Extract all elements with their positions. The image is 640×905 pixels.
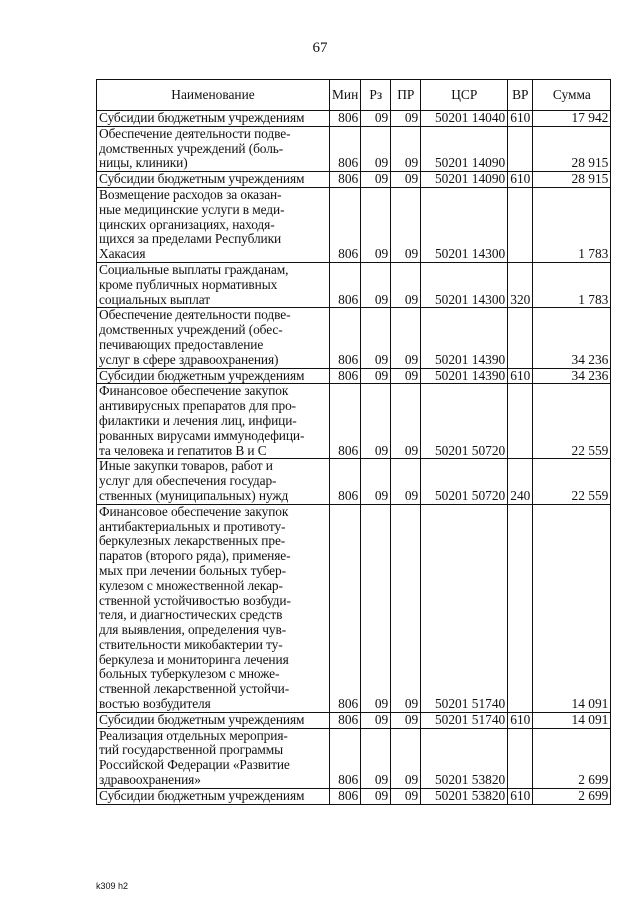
table-row (97, 728, 611, 788)
header-vr: ВР (508, 80, 533, 111)
row-min-cell: 806 (330, 788, 361, 804)
row-csr-cell: 50201 14090 (421, 126, 508, 171)
header-name: Наименование (97, 80, 330, 111)
table-body (97, 111, 611, 805)
row-min-cell: 806 (330, 368, 361, 384)
row-rz-cell: 09 (361, 712, 391, 728)
row-pr-cell: 09 (391, 504, 421, 712)
row-min-cell: 806 (330, 126, 361, 171)
table-row (97, 262, 611, 307)
budget-table (96, 79, 611, 805)
row-name-cell: Обеспечение деятельности подве- домственных учреждений (обес- печивающих предоставление услуг в сфере здравоохранения) (97, 308, 330, 368)
row-name-cell: Финансовое обеспечение закупок антибактериальных и противоту- беркулезных лекарственных пре- паратов (второго ряда), применяе- мых при лечении больных тубер- кулезом с множественной лекар- ственной устойчивостью возбуди- теля, и диагностических средств для выявления, определения чув- ствительности микобактерии ту- беркулеза и мониторинга лечения больных туберкулезом с множе- ственной лекарственной устойчи- востью возбудителя (97, 504, 330, 712)
row-name-cell: Субсидии бюджетным учреждениям (97, 172, 330, 188)
row-min-cell: 806 (330, 459, 361, 504)
row-csr-cell: 50201 51740 (421, 504, 508, 712)
row-csr-cell: 50201 50720 (421, 384, 508, 459)
row-sum-cell: 2 699 (533, 728, 611, 788)
row-sum-cell: 22 559 (533, 459, 611, 504)
row-name-cell: Возмещение расходов за оказан- ные медицинские услуги в меди- цинских организациях, находя- щихся за пределами Республики Хакасия (97, 187, 330, 262)
table-row (97, 384, 611, 459)
row-csr-cell: 50201 14090 (421, 172, 508, 188)
row-name-cell: Иные закупки товаров, работ и услуг для обеспечения государ- ственных (муниципальных) нужд (97, 459, 330, 504)
row-csr-cell: 50201 53820 (421, 728, 508, 788)
row-rz-cell: 09 (361, 126, 391, 171)
row-pr-cell: 09 (391, 712, 421, 728)
row-rz-cell: 09 (361, 172, 391, 188)
row-name-cell: Субсидии бюджетным учреждениям (97, 712, 330, 728)
row-rz-cell: 09 (361, 308, 391, 368)
row-vr-cell: 610 (508, 712, 533, 728)
row-sum-cell: 17 942 (533, 111, 611, 127)
table-row (97, 308, 611, 368)
footer-code: k309 h2 (96, 881, 129, 891)
row-pr-cell: 09 (391, 187, 421, 262)
row-sum-cell: 22 559 (533, 384, 611, 459)
row-sum-cell: 34 236 (533, 308, 611, 368)
table-row (97, 111, 611, 127)
header-csr: ЦСР (421, 80, 508, 111)
row-min-cell: 806 (330, 728, 361, 788)
row-vr-cell: 610 (508, 111, 533, 127)
row-csr-cell: 50201 14390 (421, 368, 508, 384)
row-csr-cell: 50201 51740 (421, 712, 508, 728)
table-row (97, 459, 611, 504)
row-rz-cell: 09 (361, 504, 391, 712)
table-row (97, 788, 611, 804)
row-name-cell: Обеспечение деятельности подве- домственных учреждений (боль- ницы, клиники) (97, 126, 330, 171)
row-sum-cell: 2 699 (533, 788, 611, 804)
row-csr-cell: 50201 14390 (421, 308, 508, 368)
row-rz-cell: 09 (361, 384, 391, 459)
row-sum-cell: 34 236 (533, 368, 611, 384)
row-min-cell: 806 (330, 308, 361, 368)
row-pr-cell: 09 (391, 308, 421, 368)
row-pr-cell: 09 (391, 111, 421, 127)
row-vr-cell: 610 (508, 172, 533, 188)
row-pr-cell: 09 (391, 368, 421, 384)
row-rz-cell: 09 (361, 459, 391, 504)
row-min-cell: 806 (330, 111, 361, 127)
row-vr-cell: 320 (508, 262, 533, 307)
header-pr: ПР (391, 80, 421, 111)
row-pr-cell: 09 (391, 126, 421, 171)
row-vr-cell (508, 308, 533, 368)
page-number: 67 (312, 40, 328, 56)
row-pr-cell: 09 (391, 459, 421, 504)
row-csr-cell: 50201 50720 (421, 459, 508, 504)
table-row (97, 368, 611, 384)
row-pr-cell: 09 (391, 384, 421, 459)
row-name-cell: Субсидии бюджетным учреждениям (97, 111, 330, 127)
row-pr-cell: 09 (391, 788, 421, 804)
row-vr-cell (508, 728, 533, 788)
row-vr-cell: 610 (508, 788, 533, 804)
row-min-cell: 806 (330, 712, 361, 728)
header-rz: Рз (361, 80, 391, 111)
row-vr-cell (508, 126, 533, 171)
row-sum-cell: 14 091 (533, 504, 611, 712)
table-row (97, 712, 611, 728)
row-pr-cell: 09 (391, 728, 421, 788)
row-sum-cell: 28 915 (533, 126, 611, 171)
table-row (97, 504, 611, 712)
row-name-cell: Социальные выплаты гражданам, кроме публичных нормативных социальных выплат (97, 262, 330, 307)
row-vr-cell (508, 187, 533, 262)
header-sum: Сумма (533, 80, 611, 111)
table-row (97, 187, 611, 262)
row-rz-cell: 09 (361, 788, 391, 804)
row-rz-cell: 09 (361, 187, 391, 262)
row-pr-cell: 09 (391, 262, 421, 307)
row-sum-cell: 1 783 (533, 187, 611, 262)
row-csr-cell: 50201 14040 (421, 111, 508, 127)
table-header-row (97, 80, 611, 111)
row-vr-cell (508, 384, 533, 459)
row-name-cell: Субсидии бюджетным учреждениям (97, 368, 330, 384)
row-name-cell: Реализация отдельных мероприя- тий государственной программы Российской Федерации «Развитие здравоохранения» (97, 728, 330, 788)
row-min-cell: 806 (330, 172, 361, 188)
row-vr-cell (508, 504, 533, 712)
row-min-cell: 806 (330, 187, 361, 262)
row-min-cell: 806 (330, 262, 361, 307)
row-csr-cell: 50201 53820 (421, 788, 508, 804)
row-min-cell: 806 (330, 504, 361, 712)
row-name-cell: Финансовое обеспечение закупок антивирусных препаратов для про- филактики и лечения лиц, инфици- рованных вирусами иммунодефици- та человека и гепатитов В и С (97, 384, 330, 459)
row-csr-cell: 50201 14300 (421, 187, 508, 262)
row-name-cell: Субсидии бюджетным учреждениям (97, 788, 330, 804)
row-min-cell: 806 (330, 384, 361, 459)
row-vr-cell: 240 (508, 459, 533, 504)
row-rz-cell: 09 (361, 728, 391, 788)
header-min: Мин (330, 80, 361, 111)
row-csr-cell: 50201 14300 (421, 262, 508, 307)
row-rz-cell: 09 (361, 262, 391, 307)
row-sum-cell: 28 915 (533, 172, 611, 188)
row-pr-cell: 09 (391, 172, 421, 188)
row-sum-cell: 14 091 (533, 712, 611, 728)
row-vr-cell: 610 (508, 368, 533, 384)
row-rz-cell: 09 (361, 368, 391, 384)
row-rz-cell: 09 (361, 111, 391, 127)
table-row (97, 126, 611, 171)
row-sum-cell: 1 783 (533, 262, 611, 307)
table-row (97, 172, 611, 188)
